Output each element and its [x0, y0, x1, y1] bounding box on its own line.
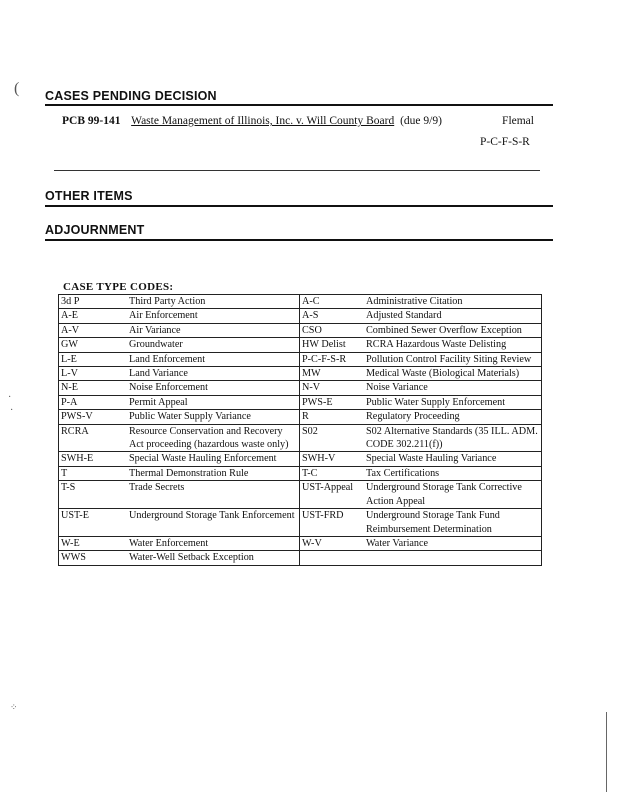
case-code: UST-FRD — [302, 510, 344, 522]
codes-cell-left — [59, 338, 300, 352]
section-title-other: OTHER ITEMS — [45, 189, 133, 203]
codes-cell-right — [300, 424, 542, 452]
case-code-description: S02 Alternative Standards (35 ILL. ADM. CODE 302.211(f)) — [366, 425, 538, 451]
case-code-description: Pollution Control Facility Siting Review — [366, 353, 532, 365]
case-code: N-E — [61, 382, 78, 394]
case-type-codes-table — [58, 294, 542, 566]
codes-cell-left — [59, 323, 300, 337]
codes-row — [59, 452, 542, 466]
case-code-description: Special Waste Hauling Variance — [366, 453, 497, 465]
codes-cell-left — [59, 481, 300, 509]
codes-cell-left — [59, 424, 300, 452]
case-code-description: Land Enforcement — [129, 353, 206, 365]
codes-row — [59, 352, 542, 366]
case-number: PCB 99-141 — [62, 115, 121, 127]
case-code: PWS-V — [61, 411, 93, 423]
codes-cell-left — [59, 509, 300, 537]
case-code-description: Combined Sewer Overflow Exception — [366, 324, 522, 336]
case-code: A-V — [61, 324, 80, 336]
codes-cell-right — [300, 481, 542, 509]
case-code: SWH-E — [61, 453, 94, 465]
section-rule — [45, 205, 553, 207]
codes-cell-right — [300, 536, 542, 550]
case-code-description: Administrative Citation — [366, 296, 463, 307]
codes-row — [59, 395, 542, 409]
codes-row — [59, 381, 542, 395]
scan-mark: ⁘ — [10, 702, 18, 712]
case-code: WWS — [61, 552, 86, 564]
case-code-description: Resource Conservation and Recovery Act proceeding (hazardous waste only) — [129, 425, 289, 451]
codes-row — [59, 481, 542, 509]
section-title-adjournment: ADJOURNMENT — [45, 223, 145, 237]
case-code-description: Noise Variance — [366, 382, 428, 394]
codes-row — [59, 509, 542, 537]
case-code: GW — [61, 339, 78, 351]
codes-row — [59, 323, 542, 337]
codes-cell-right — [300, 352, 542, 366]
case-code-description: Land Variance — [129, 368, 188, 380]
case-code-description: Permit Appeal — [129, 396, 188, 408]
case-code-description: Water-Well Setback Exception — [129, 552, 254, 564]
case-code-description: Public Water Supply Variance — [129, 411, 251, 423]
codes-cell-right — [300, 295, 542, 309]
case-code: W-E — [61, 537, 80, 549]
codes-row — [59, 466, 542, 480]
case-code-description: Groundwater — [129, 339, 183, 351]
case-code: A-E — [61, 310, 78, 322]
codes-cell-right — [300, 466, 542, 480]
case-code-description: Thermal Demonstration Rule — [129, 467, 249, 479]
codes-cell-left — [59, 452, 300, 466]
scan-edge-line — [606, 712, 607, 792]
case-code: S02 — [302, 425, 318, 437]
codes-cell-right — [300, 323, 542, 337]
codes-cell-left — [59, 551, 300, 565]
case-code-description: Regulatory Proceeding — [366, 411, 460, 423]
codes-row — [59, 536, 542, 550]
case-code: UST-E — [61, 510, 89, 522]
codes-cell-left — [59, 466, 300, 480]
codes-cell-right — [300, 395, 542, 409]
case-code-description: Medical Waste (Biological Materials) — [366, 368, 520, 380]
case-code: CSO — [302, 324, 322, 336]
codes-cell-left — [59, 295, 300, 309]
codes-row — [59, 338, 542, 352]
scan-mark: · — [8, 392, 12, 403]
case-code: R — [302, 411, 309, 423]
codes-cell-left — [59, 536, 300, 550]
codes-cell-left — [59, 309, 300, 323]
case-due-date: (due 9/9) — [400, 115, 442, 127]
case-code: SWH-V — [302, 453, 336, 465]
codes-row — [59, 424, 542, 452]
case-code: 3d P — [61, 296, 80, 307]
codes-cell-left — [59, 367, 300, 381]
case-code-description: Underground Storage Tank Corrective Action Appeal — [366, 482, 522, 507]
case-code-description: Underground Storage Tank Fund Reimbursement Determination — [366, 510, 500, 535]
case-code: L-E — [61, 353, 77, 365]
case-code-description: Public Water Supply Enforcement — [366, 396, 506, 408]
case-code: MW — [302, 368, 321, 380]
codes-cell-right — [300, 381, 542, 395]
case-code: T-S — [61, 482, 76, 494]
case-code: PWS-E — [302, 396, 333, 408]
case-code-description: Air Enforcement — [129, 310, 198, 322]
scan-mark: · — [10, 405, 14, 416]
codes-cell-left — [59, 395, 300, 409]
case-code: L-V — [61, 368, 78, 380]
case-code-description: Adjusted Standard — [366, 310, 442, 322]
codes-row — [59, 295, 542, 309]
case-code-description: Tax Certifications — [366, 467, 440, 479]
case-type: P-C-F-S-R — [480, 136, 530, 148]
codes-row — [59, 367, 542, 381]
codes-cell-left — [59, 352, 300, 366]
codes-row — [59, 551, 542, 565]
codes-cell-right — [300, 509, 542, 537]
case-code: UST-Appeal — [302, 482, 354, 494]
case-code-description: Water Enforcement — [129, 537, 209, 549]
case-code-description: Air Variance — [129, 324, 181, 336]
codes-cell-right — [300, 452, 542, 466]
divider-rule — [54, 170, 540, 171]
case-code: W-V — [302, 537, 322, 549]
section-rule — [45, 239, 553, 241]
scan-mark: ( — [14, 80, 20, 97]
case-code-description: Water Variance — [366, 537, 429, 549]
codes-cell-left — [59, 381, 300, 395]
codes-cell-right — [300, 309, 542, 323]
case-code: T — [61, 467, 68, 479]
case-code: P-A — [61, 396, 78, 408]
case-code-description: Underground Storage Tank Enforcement — [129, 510, 295, 522]
codes-cell-left — [59, 410, 300, 424]
case-code-description: Trade Secrets — [129, 482, 185, 494]
section-title-pending: CASES PENDING DECISION — [45, 89, 217, 103]
case-code: HW Delist — [302, 339, 346, 351]
codes-cell-right — [300, 367, 542, 381]
pending-case-line — [62, 115, 534, 127]
codes-row — [59, 309, 542, 323]
case-code-description: Third Party Action — [129, 296, 206, 307]
case-code: RCRA — [61, 425, 89, 437]
case-code: A-S — [302, 310, 319, 322]
codes-row — [59, 410, 542, 424]
case-code: P-C-F-S-R — [302, 353, 347, 365]
case-code: N-V — [302, 382, 321, 394]
case-code-description: Special Waste Hauling Enforcement — [129, 453, 277, 465]
case-code-description: Noise Enforcement — [129, 382, 208, 394]
case-caption: Waste Management of Illinois, Inc. v. Will County Board — [131, 115, 395, 127]
case-code: A-C — [302, 296, 320, 307]
section-rule — [45, 104, 553, 106]
codes-cell-right — [300, 410, 542, 424]
codes-cell-right — [300, 338, 542, 352]
board-member: Flemal — [502, 115, 534, 127]
case-type-codes-heading: CASE TYPE CODES: — [63, 281, 174, 293]
case-code-description: RCRA Hazardous Waste Delisting — [366, 339, 507, 351]
case-code: T-C — [302, 467, 318, 479]
codes-cell-right — [300, 551, 542, 565]
